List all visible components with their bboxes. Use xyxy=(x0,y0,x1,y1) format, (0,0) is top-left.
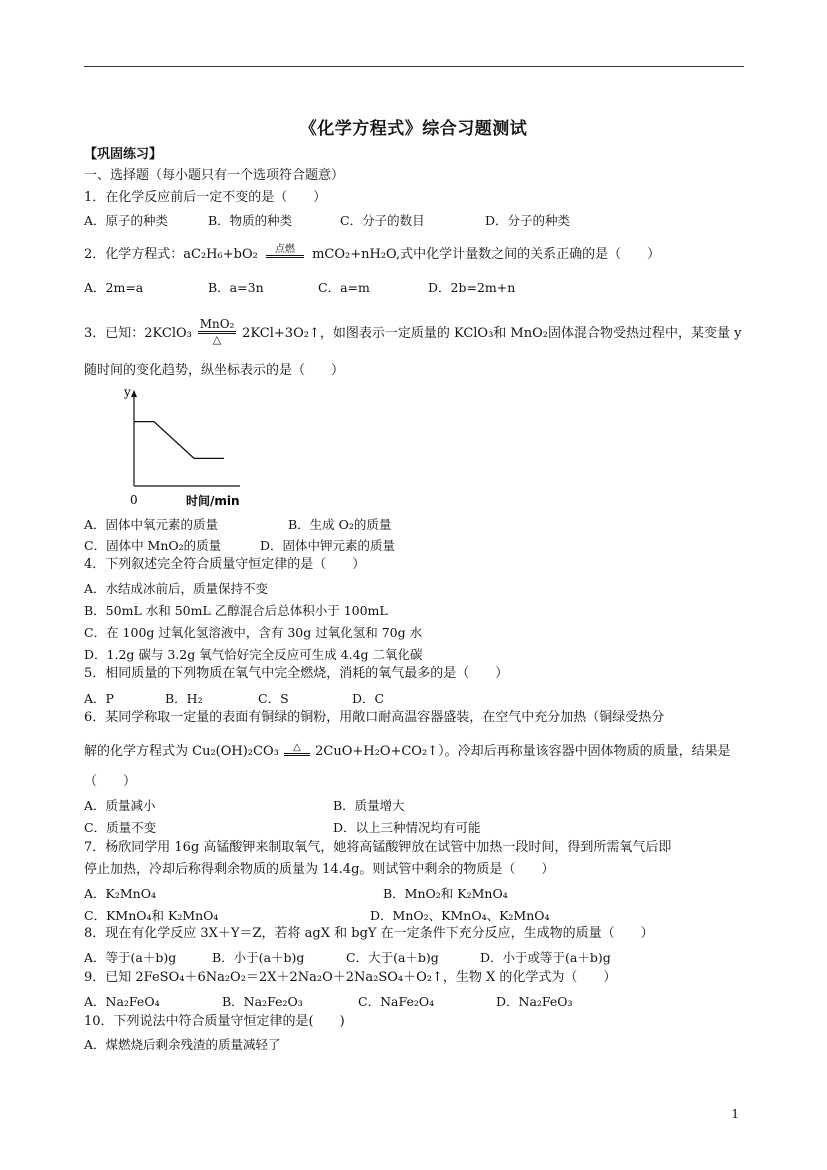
q5-option-c: C．S xyxy=(258,691,289,706)
q1-stem: 1．在化学反应前后一定不变的是（ ） xyxy=(84,190,327,205)
y-axis-label: y xyxy=(124,385,131,399)
q6-heat-symbol: △ xyxy=(293,742,301,753)
q4-option-d: D．1.2g 碳与 3.2g 氧气恰好完全反应可生成 4.4g 二氧化碳 xyxy=(84,647,423,662)
q9-option-a: A．Na₂FeO₄ xyxy=(84,994,160,1009)
q8-option-d: D．小于或等于(a＋b)g xyxy=(480,950,611,965)
q7-stem-line2: 停止加热，冷却后称得剩余物质的质量为 14.4g。则试管中剩余的物质是（ ） xyxy=(84,862,555,877)
q2-stem-pre: 2．化学方程式：aC₂H₆+bO₂ xyxy=(84,247,258,262)
q5-option-d: D．C xyxy=(352,691,385,706)
q6-option-b: B．质量增大 xyxy=(333,798,405,813)
q2-condition xyxy=(266,245,304,258)
q2-condition-label: 点燃 xyxy=(274,244,295,255)
q2-option-d: D．2b=2m+n xyxy=(428,280,516,295)
q6-line2-pre: 解的化学方程式为 Cu₂(OH)₂CO₃ xyxy=(84,744,279,759)
q6-option-c: C．质量不变 xyxy=(84,820,157,835)
q2-condition-bar xyxy=(266,255,304,258)
series-line xyxy=(134,422,224,459)
q7-option-b: B．MnO₂和 K₂MnO₄ xyxy=(383,886,508,901)
page-number: 1 xyxy=(731,1107,739,1121)
q1-option-b: B．物质的种类 xyxy=(208,213,293,228)
q2-stem xyxy=(84,244,661,263)
q1-option-d: D．分子的种类 xyxy=(485,213,571,228)
q6-condition xyxy=(284,743,310,756)
q6-stem: 6．某同学称取一定量的表面有铜绿的铜粉，用敞口耐高温容器盛装，在空气中充分加热（铜绿受热分 xyxy=(84,710,665,725)
q5-stem: 5．相同质量的下列物质在氧气中完全燃烧，消耗的氧气最多的是（ ） xyxy=(84,666,509,681)
q7-stem: 7．杨欣同学用 16g 高锰酸钾来制取氧气，她将高锰酸钾放在试管中加热一段时间，得到所需氧气后即 xyxy=(84,840,672,855)
q3-option-d: D．固体中钾元素的质量 xyxy=(260,538,396,553)
q1-option-a: A．原子的种类 xyxy=(84,213,169,228)
q3-stem-pre: 3．已知：2KClO₃ xyxy=(84,326,192,341)
q3-option-c: C．固体中 MnO₂的质量 xyxy=(84,538,222,553)
q3-stem-line2: 随时间的变化趋势，纵坐标表示的是（ ） xyxy=(84,363,345,378)
q6-option-a: A．质量减小 xyxy=(84,798,156,813)
q3-heat-symbol: △ xyxy=(212,333,222,346)
x-axis-label: 时间/min xyxy=(186,494,240,508)
q4-option-c: C．在 100g 过氧化氢溶液中，含有 30g 过氧化氢和 70g 水 xyxy=(84,625,423,640)
q3-option-b: B．生成 O₂的质量 xyxy=(288,517,392,532)
q10-option-a: A．煤燃烧后剩余残渣的质量减轻了 xyxy=(84,1037,281,1052)
y-axis-arrow xyxy=(131,390,137,397)
q4-option-a: A．水结成冰前后，质量保持不变 xyxy=(84,581,269,596)
q9-option-c: C．NaFe₂O₄ xyxy=(358,994,435,1009)
q7-option-c: C．KMnO₄和 K₂MnO₄ xyxy=(84,908,219,923)
q7-option-a: A．K₂MnO₄ xyxy=(84,886,156,901)
q9-option-d: D．Na₂FeO₃ xyxy=(496,994,573,1009)
q6-condition-bar xyxy=(284,753,310,756)
q9-option-b: B．Na₂Fe₂O₃ xyxy=(222,994,303,1009)
header-rule xyxy=(84,66,744,67)
q2-option-c: C．a=m xyxy=(318,280,370,295)
q9-stem: 9．已知 2FeSO₄＋6Na₂O₂＝2X＋2Na₂O＋2Na₂SO₄＋O₂↑，生物 X 的化学式为（ ） xyxy=(84,970,617,985)
q6-line2-post: 2CuO+H₂O+CO₂↑）。冷却后再称量该容器中固体物质的质量，结果是 xyxy=(315,744,731,759)
q4-stem: 4．下列叙述完全符合质量守恒定律的是（ ） xyxy=(84,557,366,572)
q6-option-d: D．以上三种情况均有可能 xyxy=(333,820,481,835)
q8-option-b: B．小于(a＋b)g xyxy=(212,950,305,965)
q2-stem-post: mCO₂+nH₂O,式中化学计量数之间的关系正确的是（ ） xyxy=(312,247,661,262)
q3-graph xyxy=(112,380,252,510)
q7-option-d: D．MnO₂、KMnO₄、K₂MnO₄ xyxy=(370,908,550,923)
q3-condition xyxy=(198,318,236,345)
q6-stem-line2 xyxy=(84,744,731,760)
q5-option-a: A．P xyxy=(84,691,114,706)
q2-option-b: B．a=3n xyxy=(208,280,264,295)
section-heading: 【巩固练习】 xyxy=(84,147,163,162)
q3-stem xyxy=(84,317,742,347)
q1-option-c: C．分子的数目 xyxy=(340,213,425,228)
q8-option-a: A．等于(a＋b)g xyxy=(84,950,177,965)
q2-option-a: A．2m=a xyxy=(84,280,144,295)
q10-stem: 10．下列说法中符合质量守恒定律的是( ) xyxy=(84,1014,345,1029)
q4-option-b: B．50mL 水和 50mL 乙醇混合后总体积小于 100mL xyxy=(84,603,388,618)
q6-stem-line3: （ ） xyxy=(84,774,137,789)
origin-label: 0 xyxy=(130,493,138,507)
q5-option-b: B．H₂ xyxy=(165,691,203,706)
q3-option-a: A．固体中氧元素的质量 xyxy=(84,517,219,532)
page-title: 《化学方程式》综合习题测试 xyxy=(299,119,528,139)
q3-catalyst-label: MnO₂ xyxy=(199,317,235,331)
q8-stem: 8．现在有化学反应 3X＋Y＝Z，若将 agX 和 bgY 在一定条件下充分反应，生成物的质量（ ） xyxy=(84,926,654,941)
part-intro: 一、选择题（每小题只有一个选项符合题意） xyxy=(84,168,345,183)
q3-stem-post: 2KCl+3O₂↑，如图表示一定质量的 KClO₃和 MnO₂固体混合物受热过程中，某变量 y xyxy=(242,326,742,341)
q8-option-c: C．大于(a＋b)g xyxy=(346,950,439,965)
